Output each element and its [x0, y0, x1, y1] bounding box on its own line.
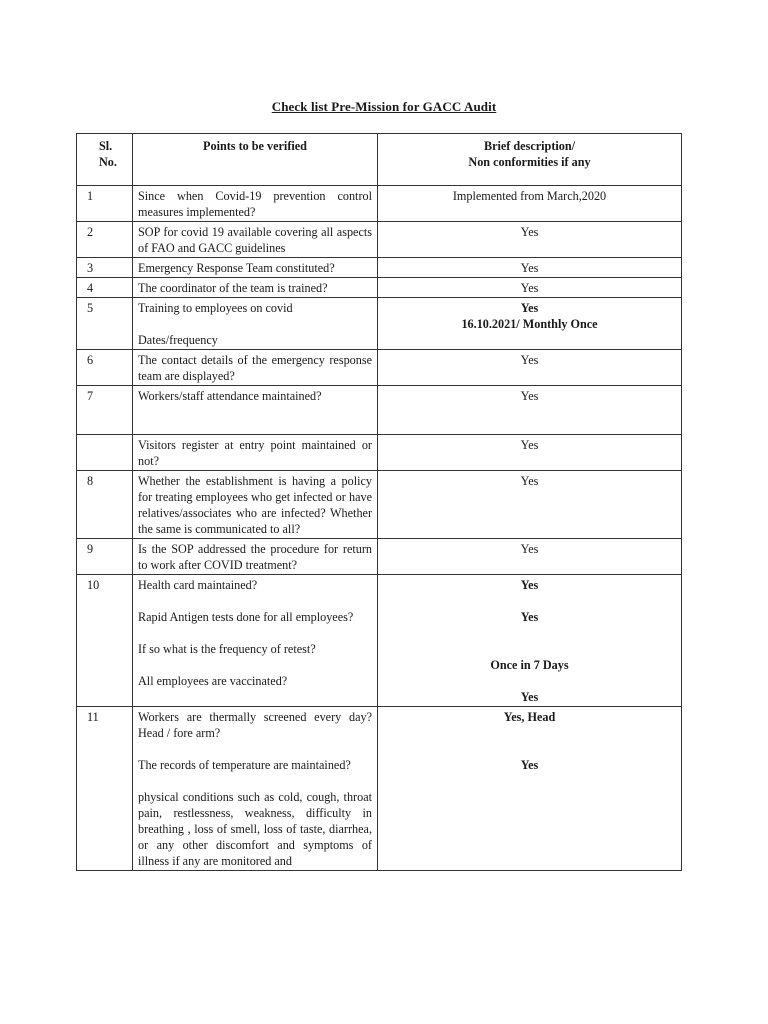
table-header-row: [77, 134, 682, 186]
row-answer: Yes Yes Once in 7 Days Yes: [378, 575, 682, 707]
row-number: 9: [77, 539, 133, 575]
table-row: [77, 575, 682, 707]
row-number: 5: [77, 298, 133, 350]
row-answer: Yes: [378, 435, 682, 471]
row-number: 8: [77, 471, 133, 539]
table-row: [77, 258, 682, 278]
row-answer: Yes: [378, 222, 682, 258]
row-point: Is the SOP addressed the procedure for return to work after COVID treatment?: [133, 539, 378, 575]
row-point: Visitors register at entry point maintained or not?: [133, 435, 378, 471]
row-number: 6: [77, 350, 133, 386]
row-answer: Yes: [378, 278, 682, 298]
row-number: [77, 435, 133, 471]
table-row: [77, 186, 682, 222]
table-row: [77, 386, 682, 435]
document-title: Check list Pre-Mission for GACC Audit: [271, 99, 497, 114]
table-row: [77, 471, 682, 539]
row-number: 4: [77, 278, 133, 298]
header-sl-no: Sl. No.: [77, 134, 133, 186]
row-point: SOP for covid 19 available covering all aspects of FAO and GACC guidelines: [133, 222, 378, 258]
row-answer: Yes: [378, 350, 682, 386]
row-number: 10: [77, 575, 133, 707]
row-number: 3: [77, 258, 133, 278]
row-point: Training to employees on covid Dates/frequency: [133, 298, 378, 350]
table-row: [77, 707, 682, 871]
table-row: [77, 278, 682, 298]
row-answer: Implemented from March,2020: [378, 186, 682, 222]
row-point: Health card maintained? Rapid Antigen tests done for all employees? If so what is the frequency of retest? All employees are vaccinated?: [133, 575, 378, 707]
table-row: [77, 350, 682, 386]
row-answer: Yes 16.10.2021/ Monthly Once: [378, 298, 682, 350]
checklist-table: [76, 133, 682, 871]
table-row: [77, 298, 682, 350]
row-point: The coordinator of the team is trained?: [133, 278, 378, 298]
row-point: Workers are thermally screened every day? Head / fore arm? The records of temperature are maintained? physical conditions such as cold, cough, throat pain, restlessness, weakness, difficulty in breathing , loss of smell, loss of taste, diarrhea, or any other discomfort and symptoms of illness if any are monitored and: [133, 707, 378, 871]
row-number: 11: [77, 707, 133, 871]
row-point: Whether the establishment is having a policy for treating employees who get infected or have relatives/associates who are infected? Whether the same is communicated to all?: [133, 471, 378, 539]
row-point: Since when Covid-19 prevention control measures implemented?: [133, 186, 378, 222]
row-answer: Yes: [378, 539, 682, 575]
table-row: [77, 435, 682, 471]
row-number: 2: [77, 222, 133, 258]
row-number: 7: [77, 386, 133, 435]
row-answer: Yes: [378, 258, 682, 278]
row-point: Workers/staff attendance maintained?: [133, 386, 378, 435]
header-brief-description: Brief description/ Non conformities if any: [378, 134, 682, 186]
row-number: 1: [77, 186, 133, 222]
row-answer: Yes: [378, 471, 682, 539]
row-point: The contact details of the emergency response team are displayed?: [133, 350, 378, 386]
table-row: [77, 539, 682, 575]
table-row: [77, 222, 682, 258]
row-answer: Yes: [378, 386, 682, 435]
row-answer: Yes, Head Yes: [378, 707, 682, 871]
row-point: Emergency Response Team constituted?: [133, 258, 378, 278]
header-points: Points to be verified: [133, 134, 378, 186]
